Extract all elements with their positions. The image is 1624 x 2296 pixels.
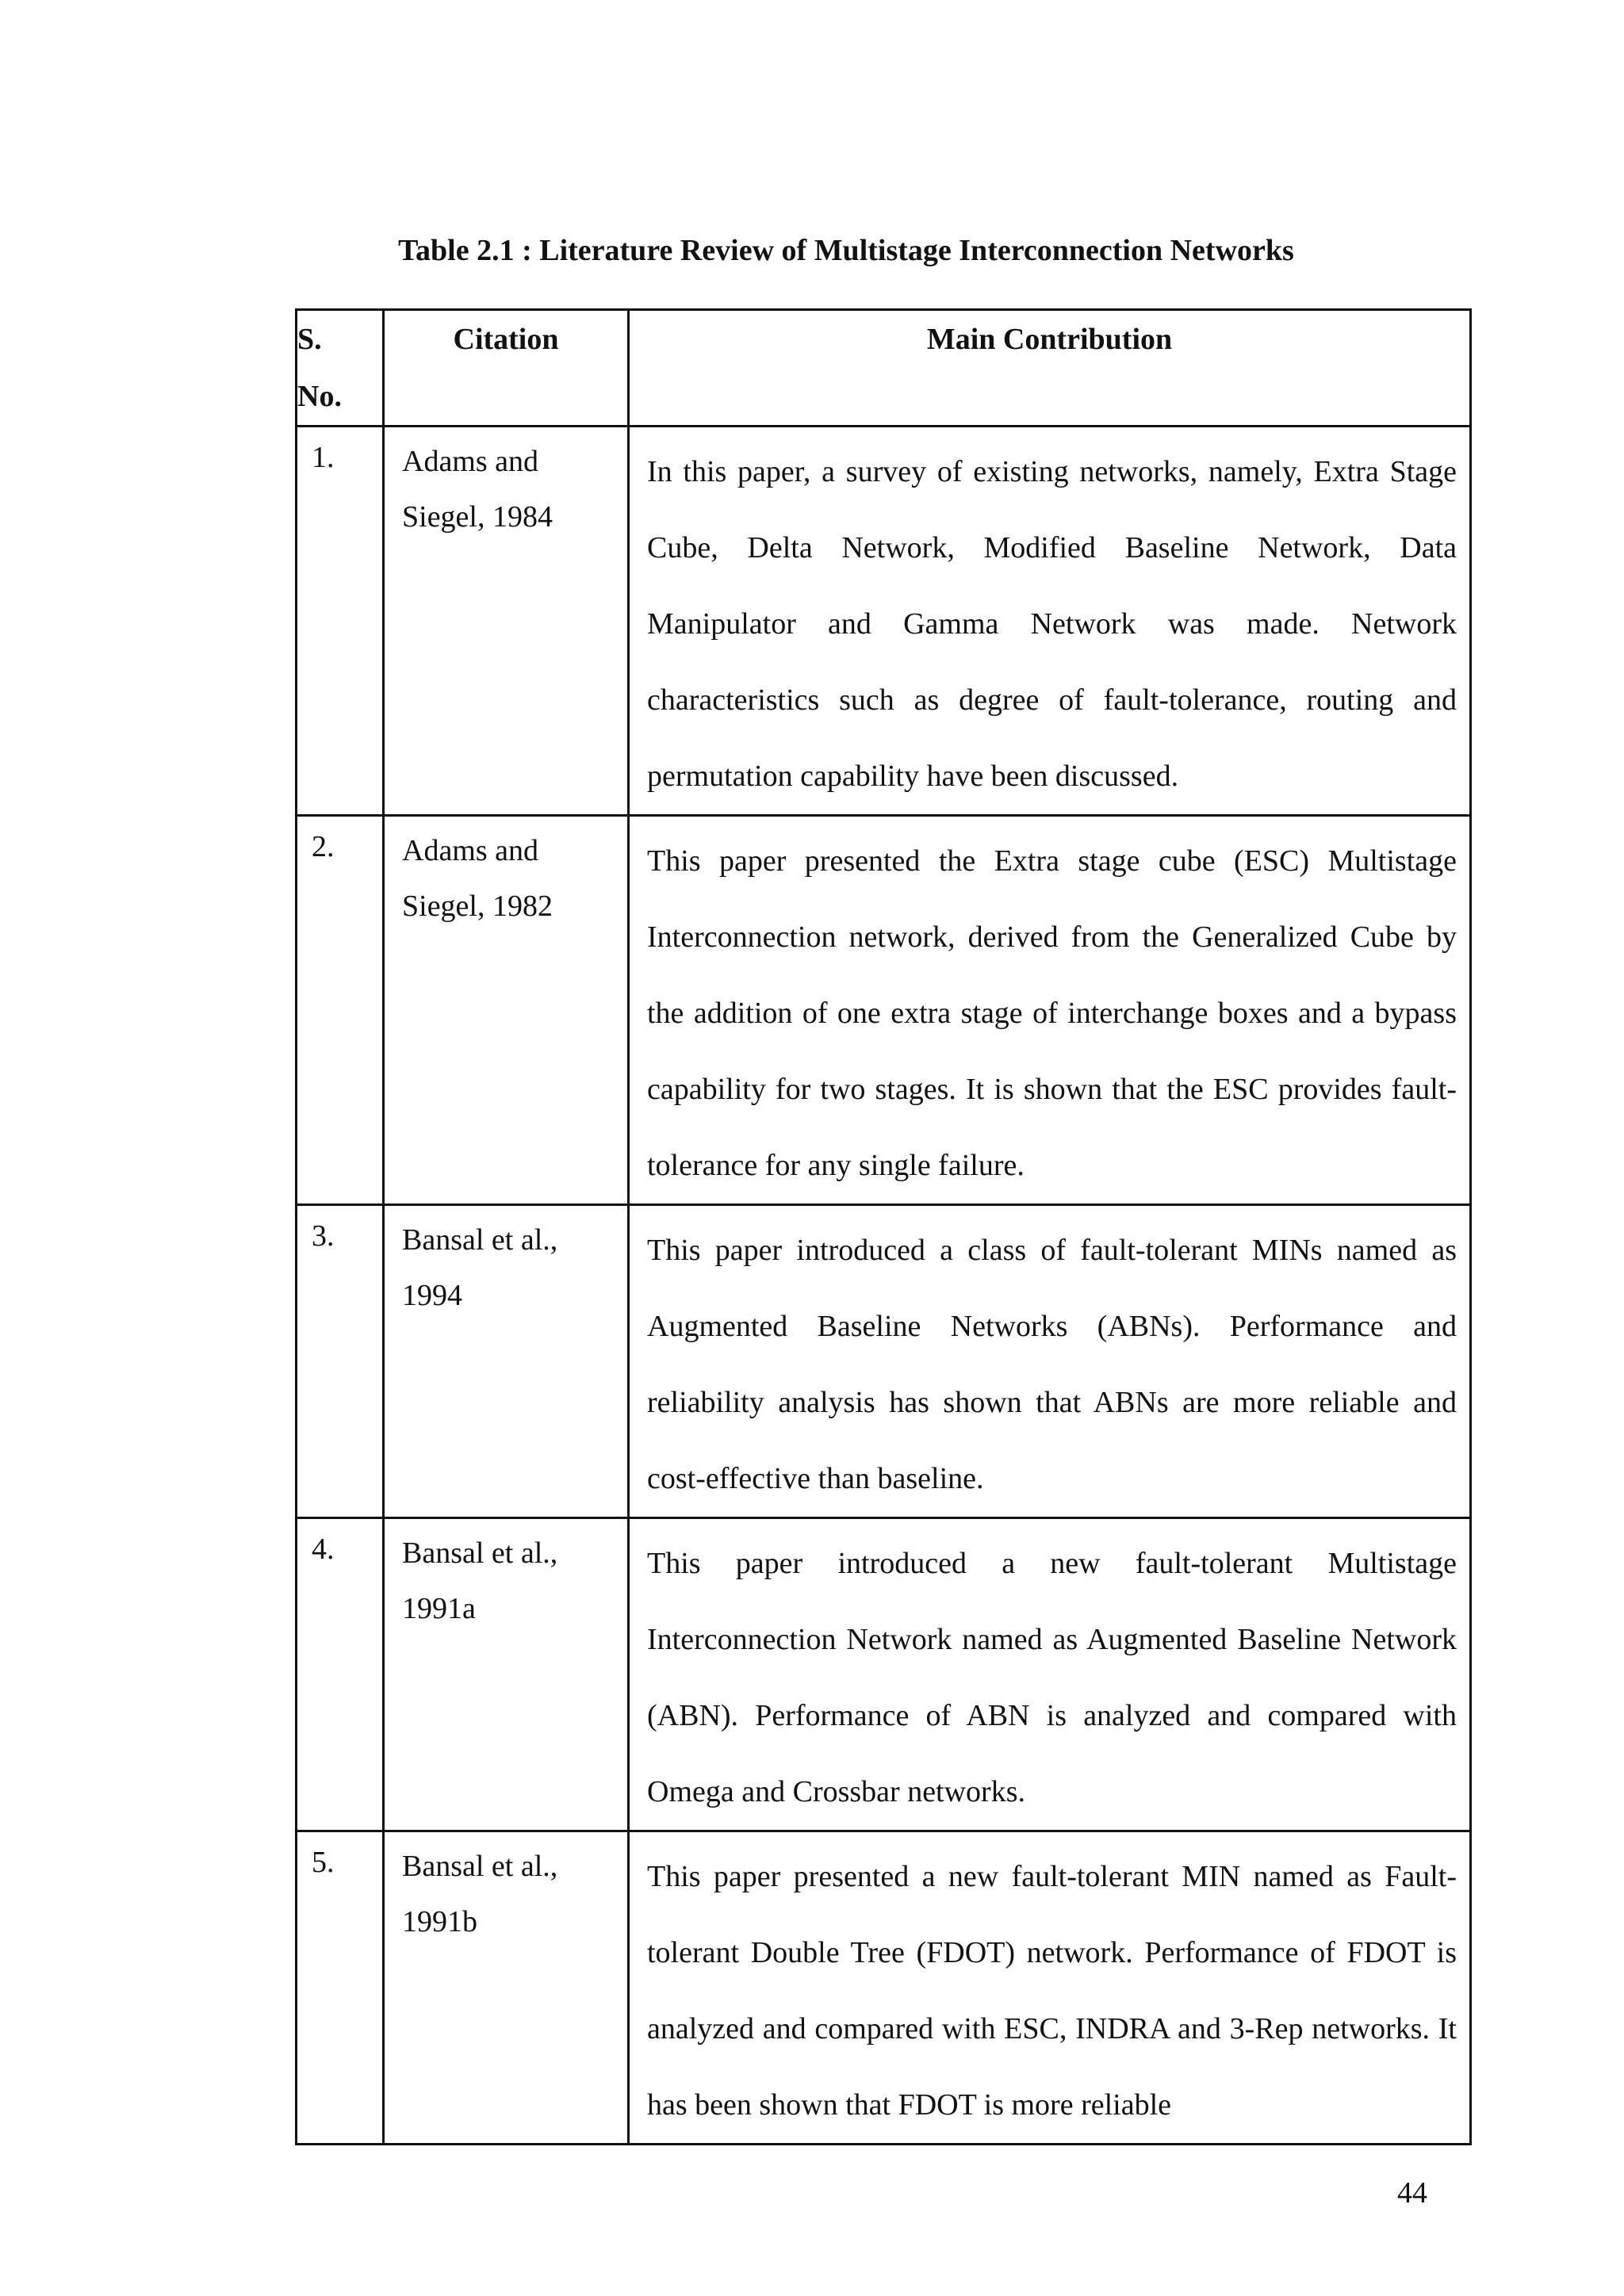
table-row bbox=[297, 816, 1471, 1205]
row-sno: 2. bbox=[297, 816, 384, 1205]
header-citation: Citation bbox=[384, 310, 629, 427]
row-sno: 5. bbox=[297, 1831, 384, 2145]
row-citation: Adams and Siegel, 1984 bbox=[384, 427, 629, 816]
row-citation: Bansal et al., 1991b bbox=[384, 1831, 629, 2145]
row-citation: Bansal et al., 1994 bbox=[384, 1205, 629, 1518]
page-number: 44 bbox=[1397, 2176, 1427, 2210]
row-main-contribution: This paper introduced a class of fault-tolerant MINs named as Augmented Baseline Networks (ABNs). Performance and reliability analysis has shown that ABNs are more reliable and cost-effective than baseline. bbox=[629, 1205, 1471, 1518]
table-header-row bbox=[297, 310, 1471, 427]
table-row bbox=[297, 1831, 1471, 2145]
row-main-contribution: This paper introduced a new fault-tolerant Multistage Interconnection Network named as Augmented Baseline Network (ABN). Performance of ABN is analyzed and compared with Omega and Crossbar networks. bbox=[629, 1518, 1471, 1831]
row-sno: 3. bbox=[297, 1205, 384, 1518]
table-row bbox=[297, 1518, 1471, 1831]
row-citation: Adams and Siegel, 1982 bbox=[384, 816, 629, 1205]
row-main-contribution: This paper presented the Extra stage cube (ESC) Multistage Interconnection network, derived from the Generalized Cube by the addition of one extra stage of interchange boxes and a bypass capability for two stages. It is shown that the ESC provides fault-tolerance for any single failure. bbox=[629, 816, 1471, 1205]
row-sno: 1. bbox=[297, 427, 384, 816]
row-citation: Bansal et al., 1991a bbox=[384, 1518, 629, 1831]
row-main-contribution: This paper presented a new fault-tolerant MIN named as Fault-tolerant Double Tree (FDOT) network. Performance of FDOT is analyzed and compared with ESC, INDRA and 3-Rep networks. It has been shown that FDOT is more reliable bbox=[629, 1831, 1471, 2145]
table-caption: Table 2.1 : Literature Review of Multistage Interconnection Networks bbox=[398, 234, 1294, 267]
header-sno bbox=[297, 310, 384, 427]
row-main-contribution: In this paper, a survey of existing networks, namely, Extra Stage Cube, Delta Network, Modified Baseline Network, Data Manipulator and Gamma Network was made. Network characteristics such as degree of fault-tolerance, routing and permutation capability have been discussed. bbox=[629, 427, 1471, 816]
header-main-contribution: Main Contribution bbox=[629, 310, 1471, 427]
header-sno-line-2: No. bbox=[297, 380, 342, 413]
table-row bbox=[297, 427, 1471, 816]
row-sno: 4. bbox=[297, 1518, 384, 1831]
header-sno-line-1: S. bbox=[297, 323, 322, 356]
literature-review-table bbox=[295, 308, 1472, 2145]
table-row bbox=[297, 1205, 1471, 1518]
